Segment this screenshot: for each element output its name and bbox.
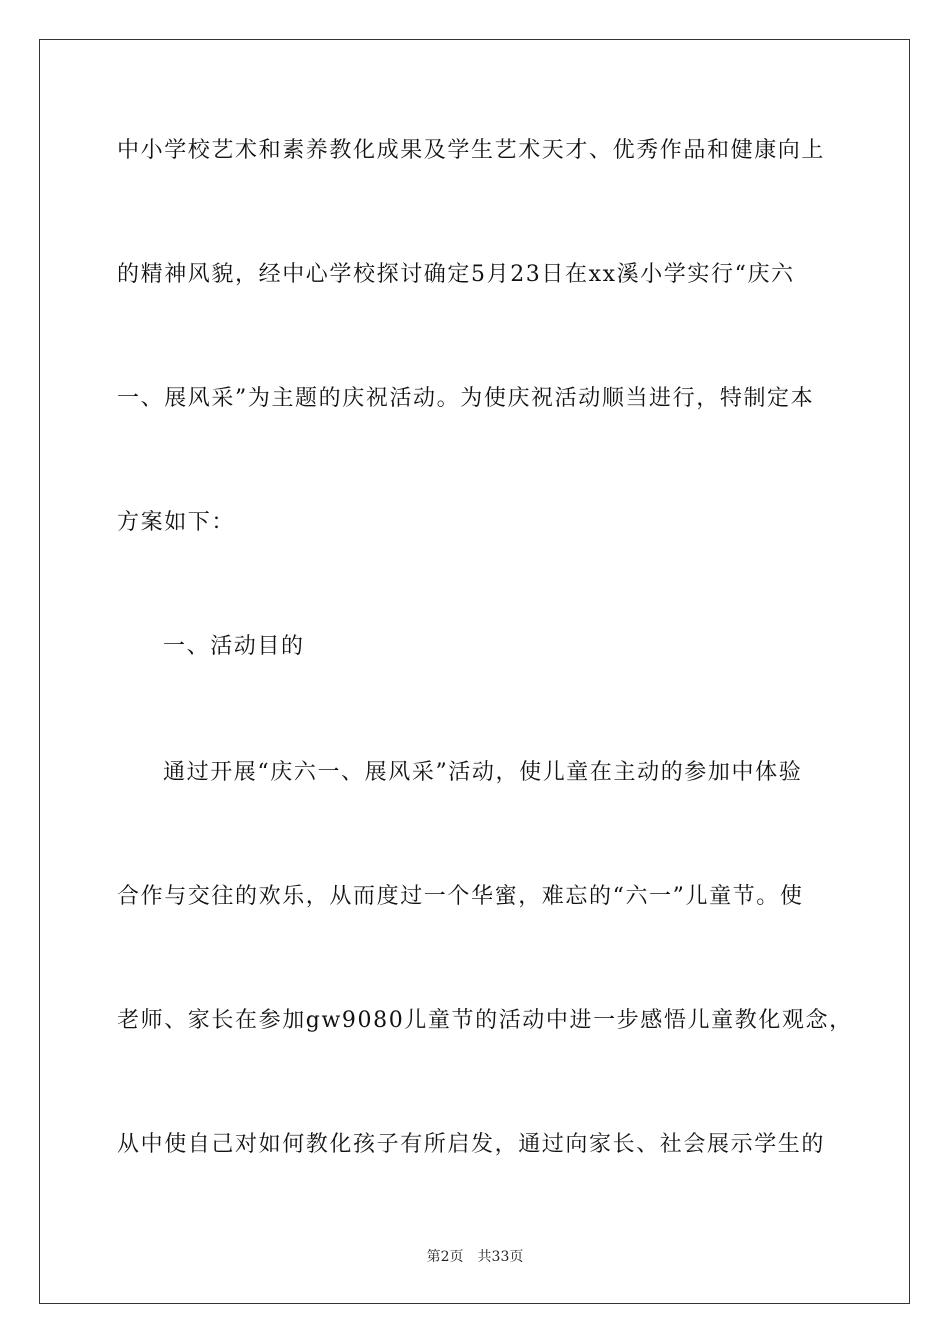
paragraph-line: 合作与交往的欢乐，从而度过一个华蜜，难忘的“六一”儿童节。使 <box>117 884 804 909</box>
paragraph-line: 的精神风貌，经中心学校探讨确定5月23日在xx溪小学实行“庆六 <box>117 262 795 287</box>
section-heading: 一、活动目的 <box>163 634 305 659</box>
paragraph-line: 从中使自己对如何教化孩子有所启发，通过向家长、社会展示学生的 <box>117 1132 826 1157</box>
paragraph-line: 通过开展“庆六一、展风采”活动，使儿童在主动的参加中体验 <box>163 760 803 785</box>
paragraph-line: 方案如下： <box>117 510 236 535</box>
paragraph-line: 中小学校艺术和素养教化成果及学生艺术天才、优秀作品和健康向上 <box>117 138 826 163</box>
page-footer <box>0 1248 950 1266</box>
paragraph-line: 一、展风采”为主题的庆祝活动。为使庆祝活动顺当进行，特制定本 <box>117 386 815 411</box>
page-number: 第2页 <box>426 1249 464 1265</box>
paragraph-line: 老师、家长在参加gw9080儿童节的活动中进一步感悟儿童教化观念， <box>117 1008 853 1033</box>
page-total: 共33页 <box>477 1249 524 1265</box>
page-frame <box>39 39 910 1304</box>
